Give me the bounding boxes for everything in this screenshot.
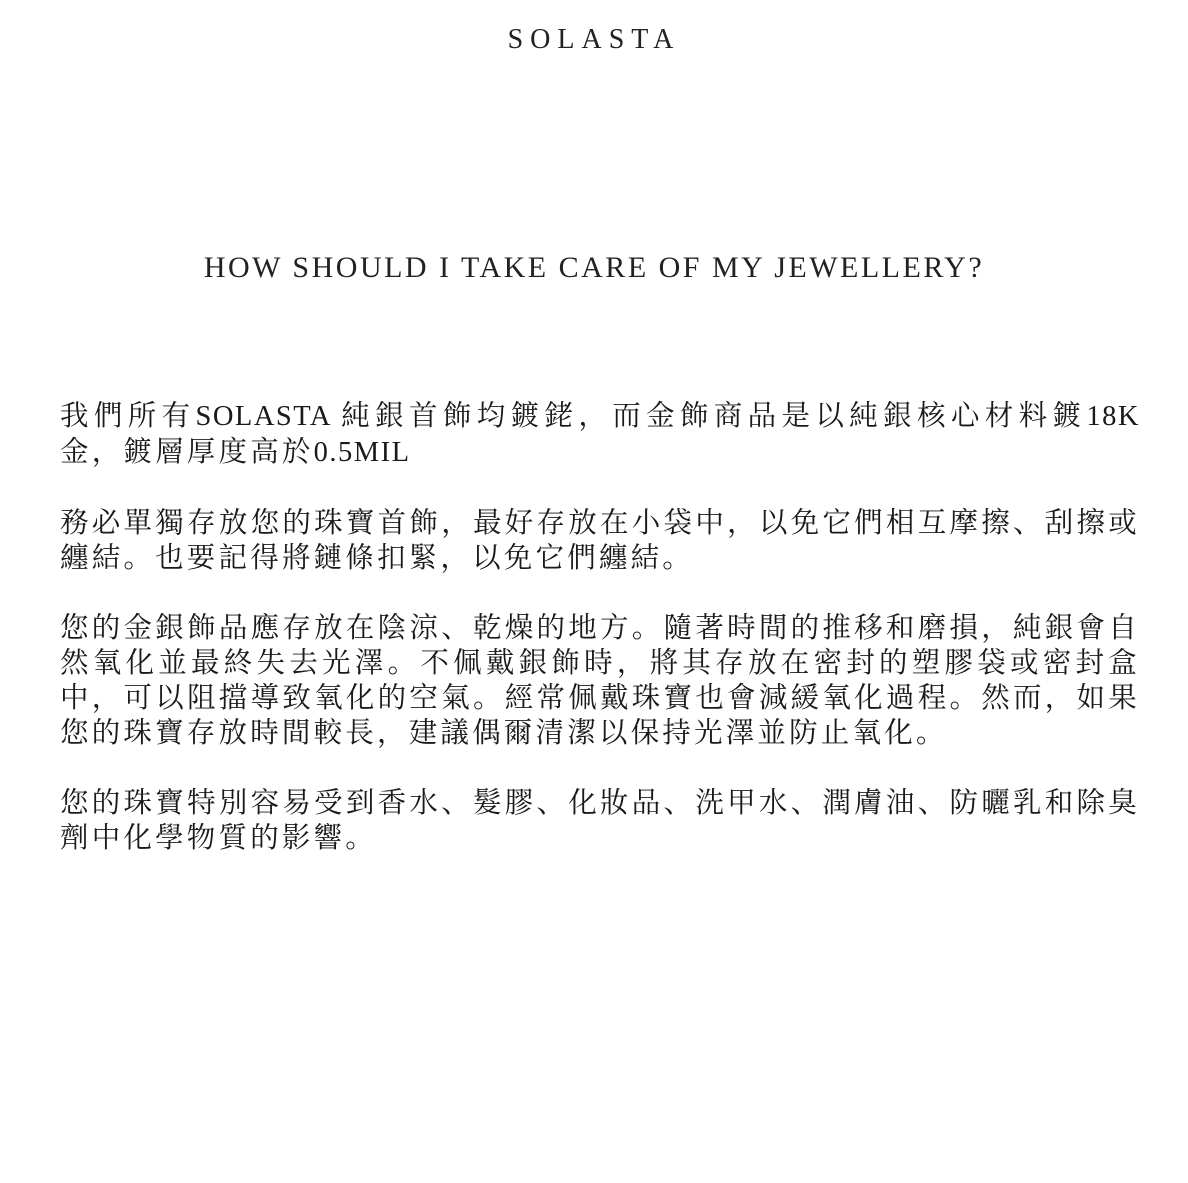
text-segment: 您的珠寶特別容易受到香水、髮膠、化妝品、洗甲水、潤膚油、防曬乳和除臭劑中化學物質的影響。 bbox=[60, 786, 1140, 854]
text-segment: 我們所有 bbox=[60, 399, 196, 432]
text-segment: 0.5MIL bbox=[313, 437, 411, 468]
text-segment: 18K bbox=[1086, 401, 1140, 432]
paragraph-oxidation bbox=[60, 610, 1140, 750]
text-segment: 純銀首飾均鍍銠，而金飾商品是以純銀核心材料鍍 bbox=[341, 399, 1087, 432]
text-segment: 金，鍍層厚度高於 bbox=[60, 435, 314, 468]
paragraph-plating bbox=[60, 398, 1140, 470]
text-segment: SOLASTA bbox=[195, 401, 342, 432]
paragraph-chemicals bbox=[60, 785, 1140, 855]
care-instructions bbox=[60, 398, 1140, 890]
page-heading: HOW SHOULD I TAKE CARE OF MY JEWELLERY? bbox=[203, 251, 985, 284]
text-segment: 務必單獨存放您的珠寶首飾，最好存放在小袋中，以免它們相互摩擦、刮擦或纏結。也要記得將鏈條扣緊，以免它們纏結。 bbox=[60, 506, 1140, 574]
brand-logo-text: SOLASTA bbox=[507, 24, 681, 55]
text-segment: 您的金銀飾品應存放在陰涼、乾燥的地方。隨著時間的推移和磨損，純銀會自然氧化並最終失去光澤。不佩戴銀飾時，將其存放在密封的塑膠袋或密封盒中，可以阻擋導致氧化的空氣。經常佩戴珠寶也會減緩氧化過程。然而，如果您的珠寶存放時間較長，建議偶爾清潔以保持光澤並防止氧化。 bbox=[60, 611, 1140, 749]
paragraph-storage bbox=[60, 505, 1140, 575]
